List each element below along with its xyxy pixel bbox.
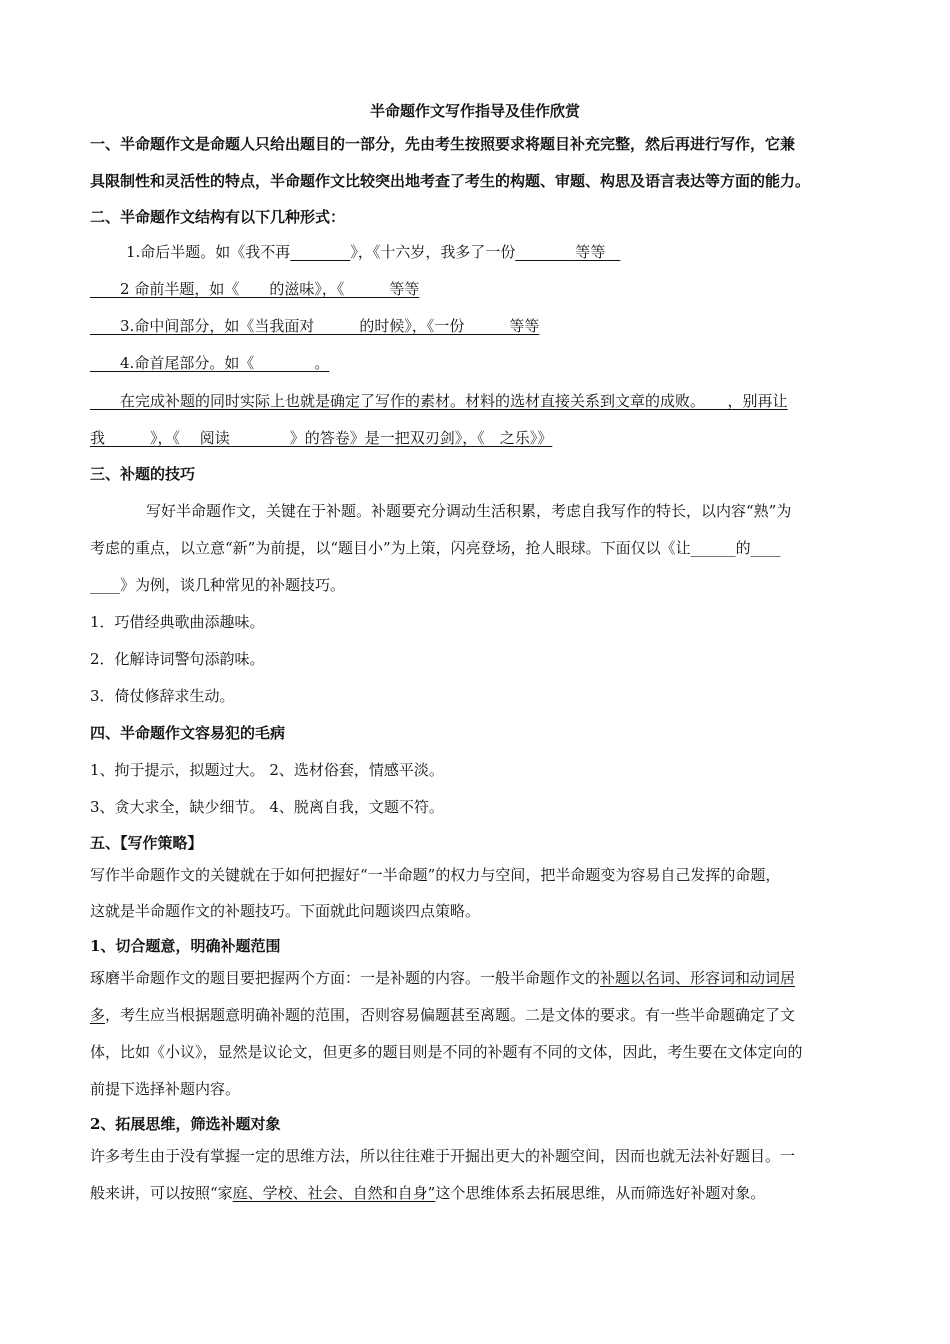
form-1-blank — [290, 243, 350, 261]
form-1-blank-2 — [515, 243, 575, 261]
intro-line-2: 具限制性和灵活性的特点，半命题作文比较突出地考查了考生的构题、审题、构思及语言表达等方面的能力。 — [90, 172, 811, 190]
form-3-text: 3.命中间部分，如《当我面对 的时候》，《一份 等等 — [120, 317, 540, 335]
strategy-2-line-1: 许多考生由于没有掌握一定的思维方法，所以往往难于开掘出更大的补题空间，因而也就无法补好题目。一 — [90, 1147, 796, 1165]
strategy-1-line-4: 前提下选择补题内容。 — [90, 1080, 241, 1098]
page-title: 半命题作文写作指导及佳作欣赏 — [369, 102, 580, 120]
form-2-text: 2 命前半题，如《 的滋味》，《 等等 — [120, 280, 420, 298]
intro-line-1: 一、半命题作文是命题人只给出题目的一部分，先由考生按照要求将题目补充完整，然后再进行写作，它兼 — [90, 135, 796, 153]
strategy-1-heading: 1、切合题意，明确补题范围 — [90, 937, 281, 955]
section-3-paragraph-line-1: 写好半命题作文，关键在于补题。补题要充分调动生活积累，考虑自我写作的特长，以内容“熟”为 — [146, 502, 792, 520]
section-2-paragraph-line-1: 在完成补题的同时实际上也就是确定了写作的素材。材料的选材直接关系到文章的成败。 ，别再让 — [120, 392, 788, 410]
section-2-heading: 二、半命题作文结构有以下几种形式： — [90, 208, 346, 226]
form-4-text: 4.命首尾部分。如《 。 — [120, 354, 330, 372]
strategy-1-line-3: 体，比如《小议》，显然是议论文，但更多的题目则是不同的补题有不同的文体，因此，考生要在文体定向的 — [90, 1043, 803, 1061]
form-4 — [90, 352, 870, 374]
section-5-paragraph-line-1: 写作半命题作文的关键就在于如何把握好“一半命题”的权力与空间，把半命题变为容易自己发挥的命题， — [90, 866, 781, 884]
section-2-paragraph-line-2: 我 》，《 阅读 》的答卷》是一把双刃剑》，《 之乐》》 — [90, 429, 553, 447]
form-1-part-b: 》，《十六岁，我多了一份 — [350, 243, 516, 261]
strategy-1-line-1: 琢磨半命题作文的题目要把握两个方面：一是补题的内容。一般半命题作文的补题以名词、形容词和动词居 — [90, 969, 796, 987]
mistakes-line-2: 3、贪大求全，缺少细节。 4、脱离自我，文题不符。 — [90, 798, 444, 816]
form-2 — [90, 278, 870, 300]
section-5-heading: 五、【写作策略】 — [90, 834, 203, 852]
mistakes-line-1: 1、拘于提示，拟题过大。 2、选材俗套，情感平淡。 — [90, 761, 444, 779]
section-4-heading: 四、半命题作文容易犯的毛病 — [90, 724, 286, 742]
form-3 — [90, 315, 870, 337]
form-1-part-c: 等等 — [575, 243, 606, 261]
technique-2: 2．化解诗词警句添韵味。 — [90, 650, 265, 668]
technique-3: 3．倚仗修辞求生动。 — [90, 687, 235, 705]
section-3-paragraph-line-3: ____》为例，谈几种常见的补题技巧。 — [90, 576, 346, 594]
section-5-paragraph-line-2: 这就是半命题作文的补题技巧。下面就此问题谈四点策略。 — [90, 902, 481, 920]
strategy-2-heading: 2、拓展思维，筛选补题对象 — [90, 1115, 281, 1133]
strategy-2-line-2: 般来讲，可以按照“家庭、学校、社会、自然和自身”这个思维体系去拓展思维，从而筛选好补题对象。 — [90, 1184, 766, 1202]
form-1 — [90, 241, 906, 263]
form-1-part-a: 1.命后半题。如《我不再 — [126, 243, 291, 261]
section-3-heading: 三、补题的技巧 — [90, 465, 196, 483]
section-3-paragraph-line-2: 考虑的重点，以立意“新”为前提，以“题目小”为上策，闪亮登场，抢人眼球。下面仅以《让______的____ — [90, 539, 781, 557]
technique-1: 1．巧借经典歌曲添趣味。 — [90, 613, 265, 631]
strategy-1-line-2: 多，考生应当根据题意明确补题的范围，否则容易偏题甚至离题。二是文体的要求。有一些半命题确定了文 — [90, 1006, 796, 1024]
